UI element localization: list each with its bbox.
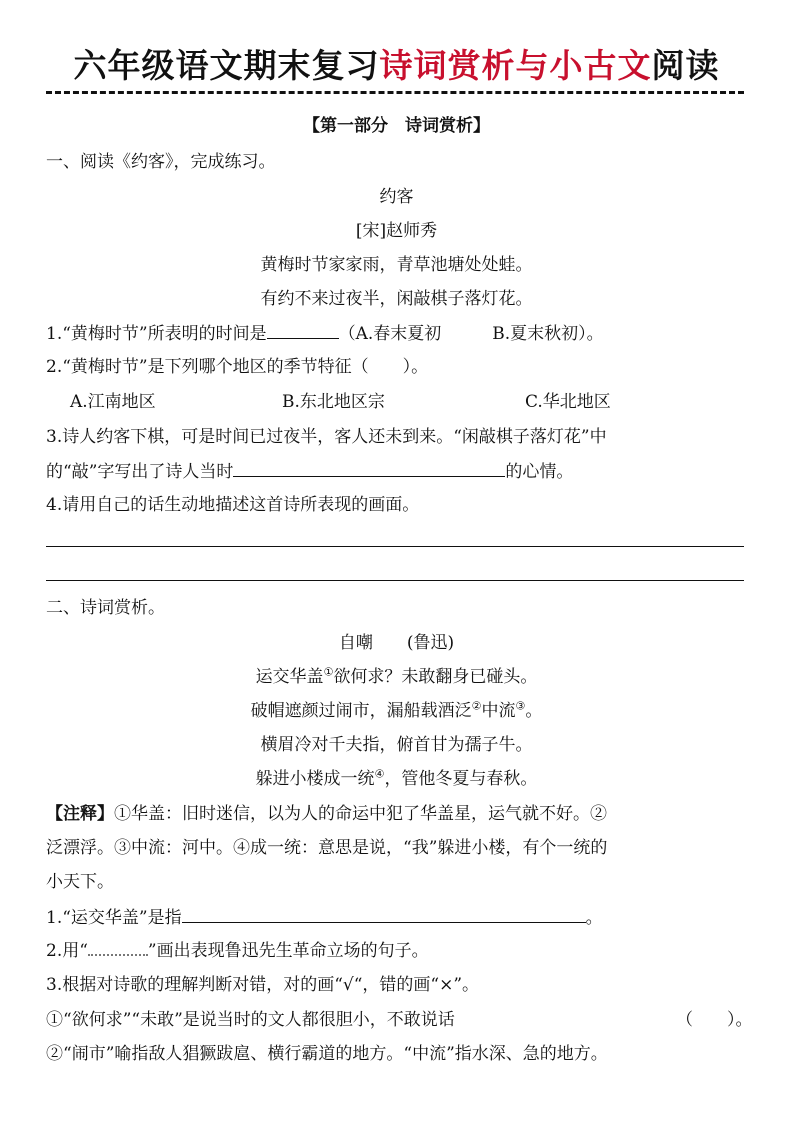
poem2-line: 横眉冷对千夫指，俯首甘为孺子牛。 xyxy=(260,735,533,755)
poem1-line: 有约不来过夜半，闲敲棋子落灯花。 xyxy=(260,289,533,309)
poem-text: 欲何求？未敢翻身已碰头。 xyxy=(333,667,538,687)
judgment-item-1: ①“欲何求”“未敢”是说当时的文人都很胆小，不敢说话 xyxy=(46,1010,455,1030)
question-text: ”画出表现鲁迅先生革命立场的句子。 xyxy=(147,941,429,961)
footnote-mark: ③ xyxy=(515,699,526,713)
annotation-text: 泛漂浮。③中流：河中。④成一统：意思是说，“我”躲进小楼，有个一统的 xyxy=(46,838,608,858)
footnote-mark: ④ xyxy=(374,767,385,781)
section2-heading: 二、诗词赏析。 xyxy=(46,598,165,618)
poem-text: 破帽遮颜过闹市，漏船载酒泛 xyxy=(250,701,472,721)
question-1-3: 3.诗人约客下棋，可是时间已过夜半，客人还未到来。“闲敲棋子落灯花”中 xyxy=(46,427,607,447)
answer-line[interactable] xyxy=(46,546,744,547)
option-c: C.华北地区 xyxy=(525,392,611,412)
answer-line[interactable] xyxy=(46,580,744,581)
question-text: 2.用“ xyxy=(46,941,88,961)
title-suffix: 阅读 xyxy=(651,46,720,85)
poem1-title: 约客 xyxy=(379,187,414,207)
poem2-title: 自嘲 (鲁迅) xyxy=(338,633,455,653)
title-prefix: 六年级语文期末复习 xyxy=(73,46,380,85)
poem-text: 。 xyxy=(525,701,543,721)
answer-blank[interactable] xyxy=(267,320,339,339)
annotation-text: ①华盖：旧时迷信，以为人的命运中犯了华盖星，运气就不好。② xyxy=(114,804,607,824)
poem1-line: 黄梅时节家家雨，青草池塘处处蛙。 xyxy=(260,255,533,275)
question-1-2: 2.“黄梅时节”是下列哪个地区的季节特征（ ）。 xyxy=(46,357,429,377)
question-text: 。 xyxy=(585,908,603,928)
question-2-3: 3.根据对诗歌的理解判断对错，对的画“√“，错的画“×”。 xyxy=(46,975,480,995)
poem2-line xyxy=(0,698,793,724)
question-text: 1.“黄梅时节”所表明的时间是 xyxy=(46,324,267,344)
answer-blank[interactable] xyxy=(233,458,505,477)
annotation xyxy=(46,801,607,827)
annotation-text: 小天下。 xyxy=(46,872,114,892)
judgment-answer-paren[interactable]: （ ）。 xyxy=(676,1010,753,1030)
page-title xyxy=(0,42,793,90)
poem-text: 躲进小楼成一统 xyxy=(255,769,375,789)
option-b: B.东北地区宗 xyxy=(282,392,385,412)
poem2-line xyxy=(0,664,793,690)
question-1-4: 4.请用自己的话生动地描述这首诗所表现的画面。 xyxy=(46,495,420,515)
poem-text: ，管他冬夏与春秋。 xyxy=(384,769,538,789)
annotation-label: 【注释】 xyxy=(46,804,114,824)
poem-text: 中流 xyxy=(481,701,516,721)
question-text: 的“敲”字写出了诗人当时 xyxy=(46,462,234,482)
question-2-1 xyxy=(46,904,603,931)
question-options: （A.春末夏初 B.夏末秋初）。 xyxy=(338,324,604,344)
question-text: 的心情。 xyxy=(505,462,574,482)
part1-heading: 【第一部分 诗词赏析】 xyxy=(303,116,490,136)
wavy-underline-sample xyxy=(88,938,148,956)
title-highlight: 诗词赏析与小古文 xyxy=(379,46,652,85)
judgment-item-2: ②“闹市”喻指敌人猖獗跋扈、横行霸道的地方。“中流”指水深、急的地方。 xyxy=(46,1044,608,1064)
poem-text: 运交华盖 xyxy=(255,667,324,687)
question-2-2 xyxy=(46,938,429,964)
question-1-1 xyxy=(46,320,604,347)
answer-blank[interactable] xyxy=(182,904,586,923)
question-text: 1.“运交华盖”是指 xyxy=(46,908,182,928)
section1-heading: 一、阅读《约客》，完成练习。 xyxy=(46,152,276,172)
footnote-mark: ① xyxy=(323,665,334,679)
title-dashed-divider xyxy=(46,91,744,94)
footnote-mark: ② xyxy=(471,699,482,713)
poem2-line xyxy=(0,766,793,792)
question-1-3-cont xyxy=(46,458,573,485)
option-a: A.江南地区 xyxy=(70,392,156,412)
poem1-author: [宋]赵师秀 xyxy=(355,221,438,241)
